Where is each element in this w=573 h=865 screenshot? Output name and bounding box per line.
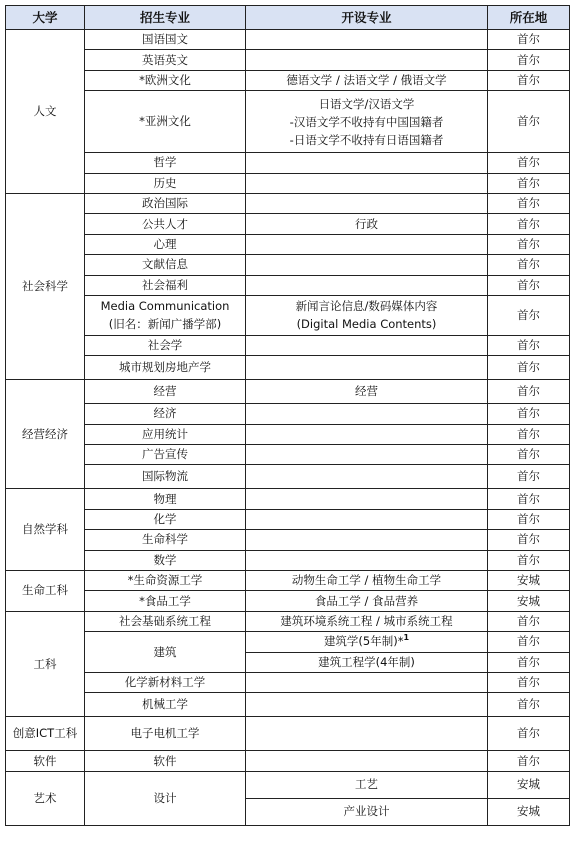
location-cell: 首尔 xyxy=(488,465,570,489)
offered-major-cell xyxy=(246,275,488,295)
table-row xyxy=(6,693,570,717)
table-row xyxy=(6,672,570,692)
table-row xyxy=(6,295,570,335)
table-row xyxy=(6,591,570,611)
location-cell: 首尔 xyxy=(488,672,570,692)
admission-major-cell: 历史 xyxy=(85,173,246,193)
offered-major-cell: 经营 xyxy=(246,380,488,404)
location-cell: 首尔 xyxy=(488,424,570,444)
location-cell: 首尔 xyxy=(488,91,570,153)
majors-table xyxy=(5,5,570,826)
table-row xyxy=(6,335,570,355)
location-cell: 首尔 xyxy=(488,632,570,652)
admission-major-cell: 城市规划房地产学 xyxy=(85,356,246,380)
footnote-marker: 1 xyxy=(403,633,410,643)
college-cell: 软件 xyxy=(6,751,85,771)
college-cell: 自然学科 xyxy=(6,489,85,571)
table-row xyxy=(6,751,570,771)
location-cell: 首尔 xyxy=(488,234,570,254)
location-cell: 安城 xyxy=(488,771,570,798)
admission-major-cell: 应用统计 xyxy=(85,424,246,444)
admission-major-cell: 英语英文 xyxy=(85,50,246,70)
admission-major-cell: 国际物流 xyxy=(85,465,246,489)
table-row xyxy=(6,91,570,153)
location-cell: 首尔 xyxy=(488,275,570,295)
admission-major-cell: 公共人才 xyxy=(85,214,246,234)
offered-major-cell: 食品工学 / 食品营养 xyxy=(246,591,488,611)
admission-major-cell: 建筑 xyxy=(85,632,246,673)
offered-major-cell xyxy=(246,193,488,213)
offered-major-cell xyxy=(246,173,488,193)
offered-major-cell xyxy=(246,255,488,275)
location-cell: 首尔 xyxy=(488,335,570,355)
location-cell: 首尔 xyxy=(488,693,570,717)
offered-major-cell xyxy=(246,404,488,424)
admission-major-cell: *生命资源工学 xyxy=(85,571,246,591)
offered-major-cell xyxy=(246,530,488,550)
table-row xyxy=(6,30,570,50)
offered-major-cell xyxy=(246,693,488,717)
table-row xyxy=(6,234,570,254)
admission-major-cell: 机械工学 xyxy=(85,693,246,717)
location-cell: 首尔 xyxy=(488,70,570,90)
table-row xyxy=(6,445,570,465)
table-row xyxy=(6,465,570,489)
location-cell: 首尔 xyxy=(488,153,570,173)
offered-major-cell: 行政 xyxy=(246,214,488,234)
table-row xyxy=(6,530,570,550)
offered-major-cell: 动物生命工学 / 植物生命工学 xyxy=(246,571,488,591)
offered-major-cell: 日语文学/汉语文学 -汉语文学不收持有中国国籍者 -日语文学不收持有日语国籍者 xyxy=(246,91,488,153)
location-cell: 首尔 xyxy=(488,30,570,50)
location-cell: 首尔 xyxy=(488,380,570,404)
admission-major-cell: 数学 xyxy=(85,550,246,570)
admission-major-cell: 设计 xyxy=(85,771,246,825)
table-row xyxy=(6,571,570,591)
table-row xyxy=(6,489,570,509)
college-cell: 人文 xyxy=(6,30,85,194)
location-cell: 首尔 xyxy=(488,550,570,570)
location-cell: 首尔 xyxy=(488,295,570,335)
location-cell: 首尔 xyxy=(488,404,570,424)
location-cell: 首尔 xyxy=(488,50,570,70)
admission-major-cell: Media Communication (旧名：新闻广播学部) xyxy=(85,295,246,335)
admission-major-cell: 社会基础系统工程 xyxy=(85,611,246,631)
table-row xyxy=(6,255,570,275)
offered-major-cell xyxy=(246,234,488,254)
offered-major-cell: 德语文学 / 法语文学 / 俄语文学 xyxy=(246,70,488,90)
table-row xyxy=(6,771,570,798)
offered-major-cell: 建筑学(5年制)*$^1$ xyxy=(246,632,488,652)
header-college: 大学 xyxy=(6,6,85,30)
location-cell: 首尔 xyxy=(488,509,570,529)
admission-major-cell: *亚洲文化 xyxy=(85,91,246,153)
offered-major-cell: 建筑工程学(4年制) xyxy=(246,652,488,672)
offered-major-cell: 产业设计 xyxy=(246,798,488,825)
table-row xyxy=(6,550,570,570)
table-row xyxy=(6,214,570,234)
table-row xyxy=(6,424,570,444)
admission-major-cell: 经济 xyxy=(85,404,246,424)
table-row xyxy=(6,153,570,173)
table-row xyxy=(6,380,570,404)
location-cell: 首尔 xyxy=(488,445,570,465)
location-cell: 首尔 xyxy=(488,193,570,213)
table-row xyxy=(6,70,570,90)
offered-major-cell xyxy=(246,356,488,380)
location-cell: 安城 xyxy=(488,798,570,825)
offered-major-cell xyxy=(246,489,488,509)
table-row xyxy=(6,717,570,751)
table-row xyxy=(6,50,570,70)
college-cell: 艺术 xyxy=(6,771,85,825)
admission-major-cell: 软件 xyxy=(85,751,246,771)
table-row xyxy=(6,611,570,631)
college-cell: 工科 xyxy=(6,611,85,717)
table-row xyxy=(6,275,570,295)
admission-major-cell: *欧洲文化 xyxy=(85,70,246,90)
offered-major-cell xyxy=(246,424,488,444)
table-row xyxy=(6,509,570,529)
offered-major-cell xyxy=(246,751,488,771)
admission-major-cell: 社会福利 xyxy=(85,275,246,295)
header-admission-major: 招生专业 xyxy=(85,6,246,30)
admission-major-cell: 哲学 xyxy=(85,153,246,173)
location-cell: 安城 xyxy=(488,591,570,611)
offered-major-cell xyxy=(246,717,488,751)
location-cell: 首尔 xyxy=(488,214,570,234)
admission-major-cell: 心理 xyxy=(85,234,246,254)
admission-major-cell: 经营 xyxy=(85,380,246,404)
admission-major-cell: 化学新材料工学 xyxy=(85,672,246,692)
location-cell: 首尔 xyxy=(488,530,570,550)
college-cell: 经营经济 xyxy=(6,380,85,489)
offered-major-cell xyxy=(246,550,488,570)
admission-major-cell: 物理 xyxy=(85,489,246,509)
offered-major-cell: 建筑环境系统工程 / 城市系统工程 xyxy=(246,611,488,631)
college-cell: 社会科学 xyxy=(6,193,85,379)
table-row xyxy=(6,193,570,213)
table-row xyxy=(6,632,570,652)
location-cell: 首尔 xyxy=(488,489,570,509)
offered-major-cell: 新闻言论信息/数码媒体内容 (Digital Media Contents) xyxy=(246,295,488,335)
table-body xyxy=(6,30,570,826)
admission-major-cell: 电子电机工学 xyxy=(85,717,246,751)
college-cell: 生命工科 xyxy=(6,571,85,612)
header-location: 所在地 xyxy=(488,6,570,30)
location-cell: 首尔 xyxy=(488,611,570,631)
table-row xyxy=(6,173,570,193)
admission-major-cell: *食品工学 xyxy=(85,591,246,611)
offered-major-cell xyxy=(246,465,488,489)
admission-major-cell: 广告宣传 xyxy=(85,445,246,465)
location-cell: 首尔 xyxy=(488,717,570,751)
offered-major-cell: 工艺 xyxy=(246,771,488,798)
offered-major-cell xyxy=(246,509,488,529)
table-row xyxy=(6,404,570,424)
admission-major-cell: 文献信息 xyxy=(85,255,246,275)
offered-major-cell xyxy=(246,672,488,692)
admission-major-cell: 生命科学 xyxy=(85,530,246,550)
location-cell: 首尔 xyxy=(488,751,570,771)
location-cell: 首尔 xyxy=(488,652,570,672)
offered-major-cell xyxy=(246,335,488,355)
admission-major-cell: 国语国文 xyxy=(85,30,246,50)
college-cell: 创意ICT工科 xyxy=(6,717,85,751)
location-cell: 首尔 xyxy=(488,173,570,193)
offered-major-cell xyxy=(246,445,488,465)
location-cell: 首尔 xyxy=(488,255,570,275)
location-cell: 安城 xyxy=(488,571,570,591)
location-cell: 首尔 xyxy=(488,356,570,380)
header-row xyxy=(6,6,570,30)
admission-major-cell: 化学 xyxy=(85,509,246,529)
header-offered-major: 开设专业 xyxy=(246,6,488,30)
admission-major-cell: 社会学 xyxy=(85,335,246,355)
offered-major-cell xyxy=(246,30,488,50)
offered-major-cell xyxy=(246,153,488,173)
table-row xyxy=(6,356,570,380)
admission-major-cell: 政治国际 xyxy=(85,193,246,213)
offered-major-cell xyxy=(246,50,488,70)
